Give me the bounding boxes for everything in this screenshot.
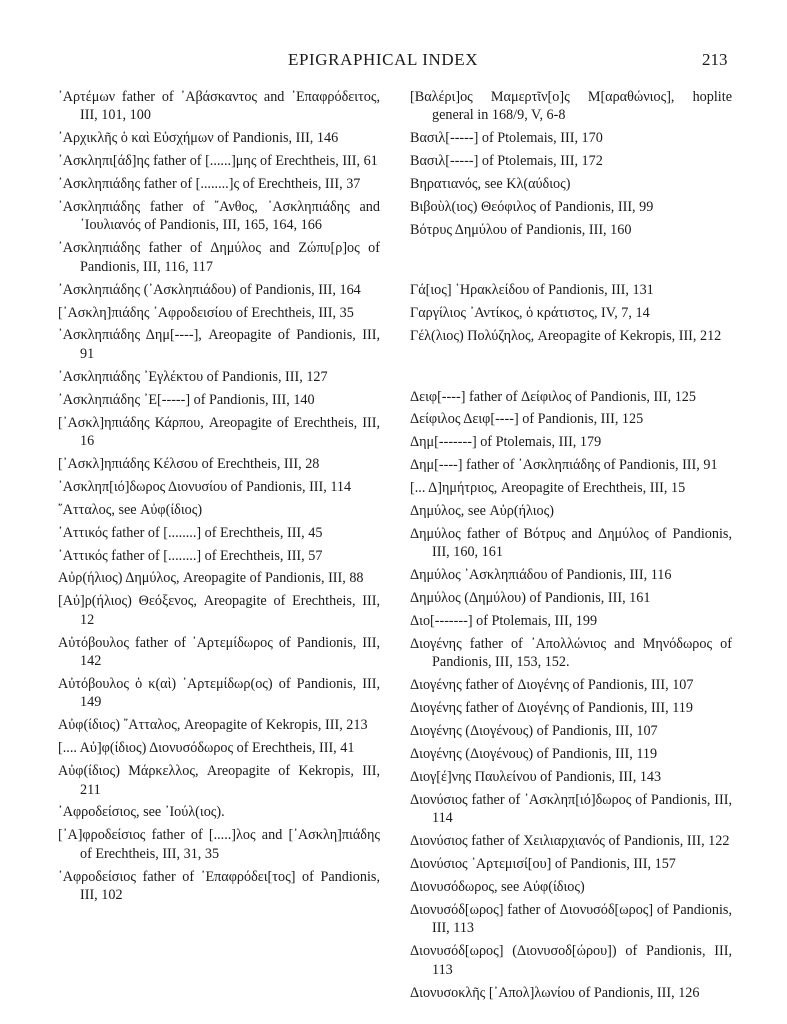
index-entry: Αὐφ(ίδιος) Μάρκελλος, Areopagite of Kekropis, III, 211 bbox=[58, 763, 380, 798]
index-entry: [᾿Ασκλ]ηπιάδης Κέλσου of Erechtheis, III, 28 bbox=[58, 455, 320, 472]
index-entry: ᾿Αφροδείσιος father of ᾿Επαφρόδει[τος] of Pandionis, III, 102 bbox=[58, 868, 380, 904]
index-entry: ᾿Ασκληπιάδης father of [........]ς of Erechtheis, III, 37 bbox=[58, 176, 361, 193]
index-entry: Διογένης (Διογένους) of Pandionis, III, 107 bbox=[410, 723, 658, 740]
index-entry: Γέλ(λιος) Πολύζηλος, Areopagite of Kekropis, III, 212 bbox=[410, 328, 722, 345]
index-entry: Δημ[----] father of ᾿Ασκληπιάδης of Pandionis, III, 91 bbox=[410, 457, 718, 474]
index-entry: Βότρυς Δημύλου of Pandionis, III, 160 bbox=[410, 221, 632, 238]
index-entry: Διογένης father of Διογένης of Pandionis, III, 107 bbox=[410, 677, 694, 694]
index-entry: ᾿Αρτέμων father of ᾿Αβάσκαντος and ᾿Επαφρόδειτος, III, 101, 100 bbox=[58, 89, 380, 124]
index-entry: Διο[-------] of Ptolemais, III, 199 bbox=[410, 613, 598, 630]
left-column bbox=[58, 88, 380, 909]
index-entry: [... Δ]ημήτριος, Areopagite of Erechtheis, III, 15 bbox=[410, 480, 686, 497]
index-entry: Δημύλος, see Αὐρ(ήλιος) bbox=[410, 503, 554, 520]
index-entry: ᾿Αφροδείσιος, see ᾿Ιούλ(ιος). bbox=[58, 804, 225, 821]
index-entry: Αὐτόβουλος ὁ κ(αὶ) ᾿Αρτεμίδωρ(ος) of Pandionis, III, 149 bbox=[58, 675, 380, 711]
index-entry: Δημ[-------] of Ptolemais, III, 179 bbox=[410, 434, 602, 451]
index-entry: Βηρατιανός, see Κλ(αύδιος) bbox=[410, 176, 571, 193]
running-title: EPIGRAPHICAL INDEX bbox=[288, 50, 479, 69]
index-entry: Δειφ[----] father of Δείφιλος of Pandionis, III, 125 bbox=[410, 388, 696, 405]
index-entry: Διογένης (Διογένους) of Pandionis, III, 119 bbox=[410, 746, 658, 763]
index-entry: Δημύλος ᾿Ασκληπιάδου of Pandionis, III, 116 bbox=[410, 567, 672, 584]
index-entry: ᾿Ασκληπιάδης (᾿Ασκληπιάδου) of Pandionis, III, 164 bbox=[58, 281, 361, 298]
page-header bbox=[0, 50, 787, 74]
index-entry: Διονύσιος father of ᾿Ασκληπ[ιό]δωρος of Pandionis, III, 114 bbox=[410, 791, 732, 827]
index-entry: Βασιλ[-----] of Ptolemais, III, 170 bbox=[410, 130, 603, 147]
index-entry: Διονύσιος father of Χειλιαρχιανός of Pandionis, III, 122 bbox=[410, 833, 730, 850]
index-entry: ᾿Ασκληπιάδης Δημ[----], Areopagite of Pandionis, III, 91 bbox=[58, 327, 380, 362]
index-entry: Διονυσόδ[ωρος] (Διονυσοδ[ώρου]) of Pandionis, III, 113 bbox=[410, 943, 732, 978]
index-entry: Διογένης father of Διογένης of Pandionis, III, 119 bbox=[410, 700, 693, 717]
index-entry: Διονυσόδωρος, see Αὐφ(ίδιος) bbox=[410, 879, 585, 895]
index-entry: ᾿Αρχικλῆς ὁ καὶ Εὐσχήμων of Pandionis, III, 146 bbox=[58, 130, 339, 147]
page-number: 213 bbox=[702, 50, 728, 69]
index-entry: Αὐφ(ίδιος) ῎Ατταλος, Areopagite of Kekropis, III, 213 bbox=[58, 717, 368, 734]
index-entry: Αὐρ(ήλιος) Δημύλος, Areopagite of Pandionis, III, 88 bbox=[58, 570, 364, 587]
index-entry: ᾿Ασκληπιάδης ᾿Εγλέκτου of Pandionis, III, 127 bbox=[58, 368, 328, 385]
index-entry: ᾿Ασκληπ[ιό]δωρος Διονυσίου of Pandionis, III, 114 bbox=[58, 478, 352, 495]
index-entry: ᾿Ασκληπι[άδ]ης father of [......]μης of Erechtheis, III, 61 bbox=[58, 153, 378, 170]
index-entry: [᾿Ασκλη]πιάδης ᾿Αφροδεισίου of Erechtheis, III, 35 bbox=[58, 304, 354, 321]
index-entry: Διονύσιος ᾿Αρτεμισί[ου] of Pandionis, III, 157 bbox=[410, 856, 676, 873]
index-entry: Γαργίλιος ᾿Αντίκος, ὁ κράτιστος, IV, 7, 14 bbox=[410, 305, 650, 322]
index-entry: ᾿Ασκληπιάδης father of ῎Ανθος, ᾿Ασκληπιάδης and ᾿Ιουλιανός of Pandionis, III, 165, 164, 166 bbox=[58, 199, 380, 234]
index-entry: [.... Αὐ]φ(ίδιος) Διονυσόδωρος of Erechtheis, III, 41 bbox=[58, 740, 355, 757]
right-column bbox=[410, 88, 732, 1006]
index-entry: Δείφιλος Δειφ[----] of Pandionis, III, 125 bbox=[410, 411, 644, 428]
index-entry: Δημύλος father of Βότρυς and Δημύλος of Pandionis, III, 160, 161 bbox=[410, 526, 732, 561]
index-entry: Διογ[έ]νης Παυλείνου of Pandionis, III, 143 bbox=[410, 768, 662, 785]
index-entry: Διογένης father of ᾿Απολλώνιος and Μηνόδωρος of Pandionis, III, 153, 152. bbox=[410, 636, 732, 671]
index-entry: [Βαλέρι]ος Μαμερτῖν[ο]ς Μ[αραθώνιος], hoplite general in 168/9, V, 6-8 bbox=[410, 89, 732, 124]
index-entry: ῎Ατταλος, see Αὐφ(ίδιος) bbox=[58, 501, 203, 518]
index-entry: ᾿Ασκληπιάδης ᾿Ε[-----] of Pandionis, III, 140 bbox=[58, 391, 315, 408]
index-entry: [Αὐ]ρ(ήλιος) Θεόξενος, Areopagite of Erechtheis, III, 12 bbox=[58, 593, 380, 628]
index-entry: Διονυσοκλῆς [᾿Απολ]λωνίου of Pandionis, III, 126 bbox=[410, 984, 700, 1001]
index-entry: ᾿Αττικός father of [........] of Erechtheis, III, 57 bbox=[58, 547, 323, 564]
index-entry: Αὐτόβουλος father of ᾿Αρτεμίδωρος of Pandionis, III, 142 bbox=[58, 634, 380, 670]
index-entry: ᾿Ασκληπιάδης father of Δημύλος and Ζώπυ[ρ]ος of Pandionis, III, 116, 117 bbox=[58, 240, 380, 275]
index-entry: Διονυσόδ[ωρος] father of Διονυσόδ[ωρος] of Pandionis, III, 113 bbox=[410, 901, 732, 937]
index-entry: ᾿Αττικός father of [........] of Erechtheis, III, 45 bbox=[58, 524, 323, 541]
index-entry: Βιβοὺλ(ιος) Θεόφιλος of Pandionis, III, 99 bbox=[410, 199, 654, 216]
index-entry: Βασιλ[-----] of Ptolemais, III, 172 bbox=[410, 153, 603, 170]
index-entry: Γά[ιος] ῾Ηρακλείδου of Pandionis, III, 131 bbox=[410, 282, 654, 299]
index-entry: [᾿Α]φροδείσιος father of [.....]λος and [᾿Ασκλη]πιάδης of Erechtheis, III, 31, 35 bbox=[58, 827, 380, 862]
index-entry: Δημύλος (Δημύλου) of Pandionis, III, 161 bbox=[410, 590, 651, 607]
index-entry: [᾿Ασκλ]ηπιάδης Κάρπου, Areopagite of Erechtheis, III, 16 bbox=[58, 414, 380, 449]
